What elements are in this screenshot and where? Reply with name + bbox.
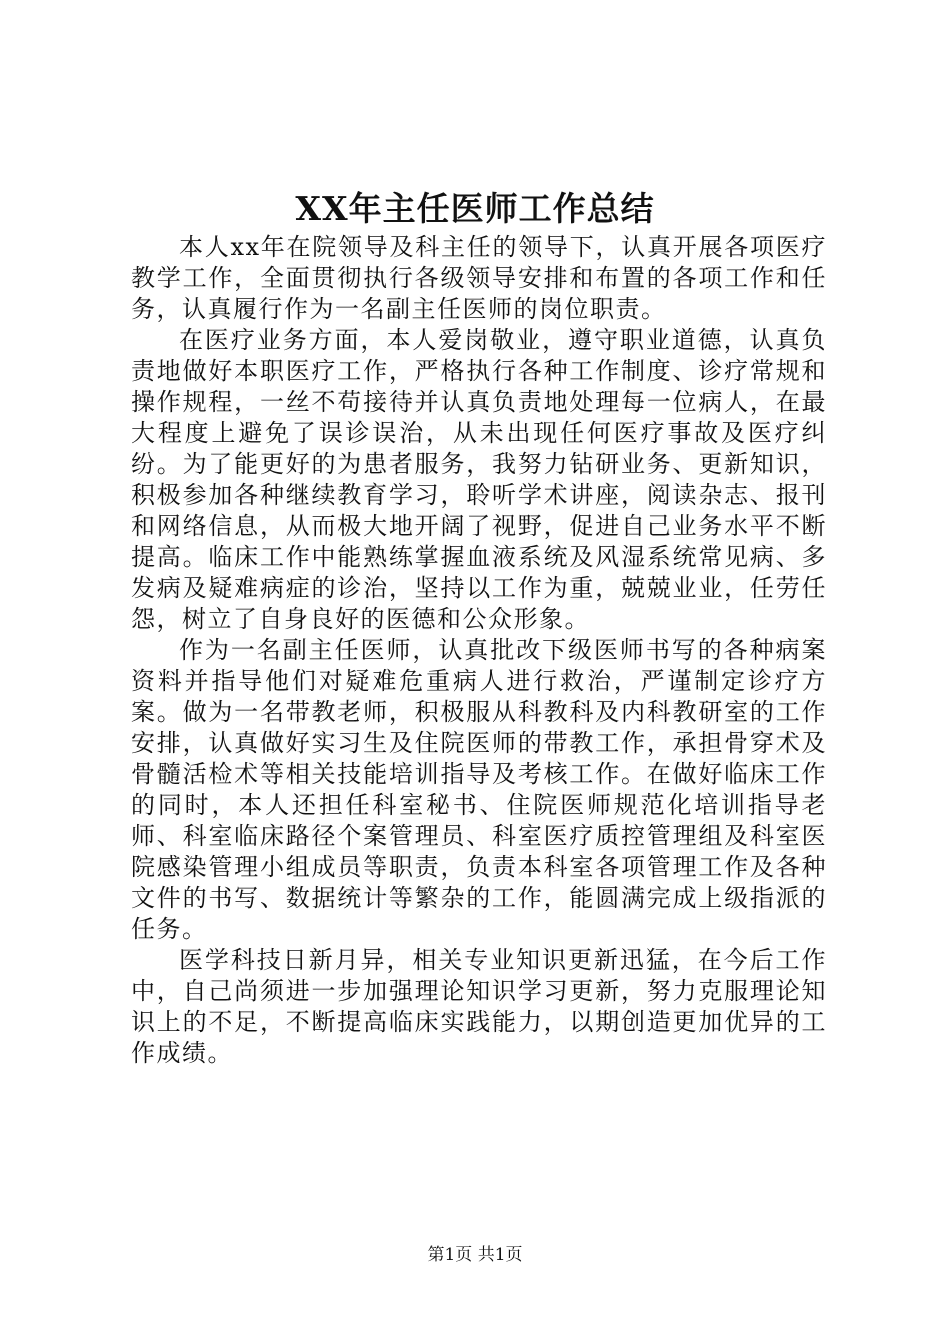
paragraph-outlook: 医学科技日新月异，相关专业知识更新迅猛，在今后工作中，自己尚须进一步加强理论知识学习更新，努力克服理论知识上的不足，不断提高临床实践能力，以期创造更加优异的工作成绩。 (131, 946, 827, 1067)
paragraph-teaching-management: 作为一名副主任医师，认真批改下级医师书写的各种病案资料并指导他们对疑难危重病人进行救治，严谨制定诊疗方案。做为一名带教老师，积极服从科教科及内科教研室的工作安排，认真做好实习生及住院医师的带教工作，承担骨穿术及骨髓活检术等相关技能培训指导及考核工作。在做好临床工作的同时，本人还担任科室秘书、住院医师规范化培训指导老师、科室临床路径个案管理员、科室医疗质控管理组及科室医院感染管理小组成员等职责，负责本科室各项管理工作及各种文件的书写、数据统计等繁杂的工作，能圆满完成上级指派的任务。 (131, 636, 827, 943)
document-body (131, 232, 827, 1069)
document-title: XX年主任医师工作总结 (295, 189, 655, 228)
paragraph-intro: 本人xx年在院领导及科主任的领导下，认真开展各项医疗教学工作，全面贯彻执行各级领导安排和布置的各项工作和任务，认真履行作为一名副主任医师的岗位职责。 (131, 233, 827, 323)
page-number-footer: 第1页 共1页 (427, 1245, 523, 1265)
paragraph-medical-work: 在医疗业务方面，本人爱岗敬业，遵守职业道德，认真负责地做好本职医疗工作，严格执行各种工作制度、诊疗常规和操作规程，一丝不苟接待并认真负责地处理每一位病人，在最大程度上避免了误诊误治，从未出现任何医疗事故及医疗纠纷。为了能更好的为患者服务，我努力钻研业务、更新知识，积极参加各种继续教育学习，聆听学术讲座，阅读杂志、报刊和网络信息，从而极大地开阔了视野，促进自己业务水平不断提高。临床工作中能熟练掌握血液系统及风湿系统常见病、多发病及疑难病症的诊治，坚持以工作为重，兢兢业业，任劳任怨，树立了自身良好的医德和公众形象。 (131, 326, 827, 633)
